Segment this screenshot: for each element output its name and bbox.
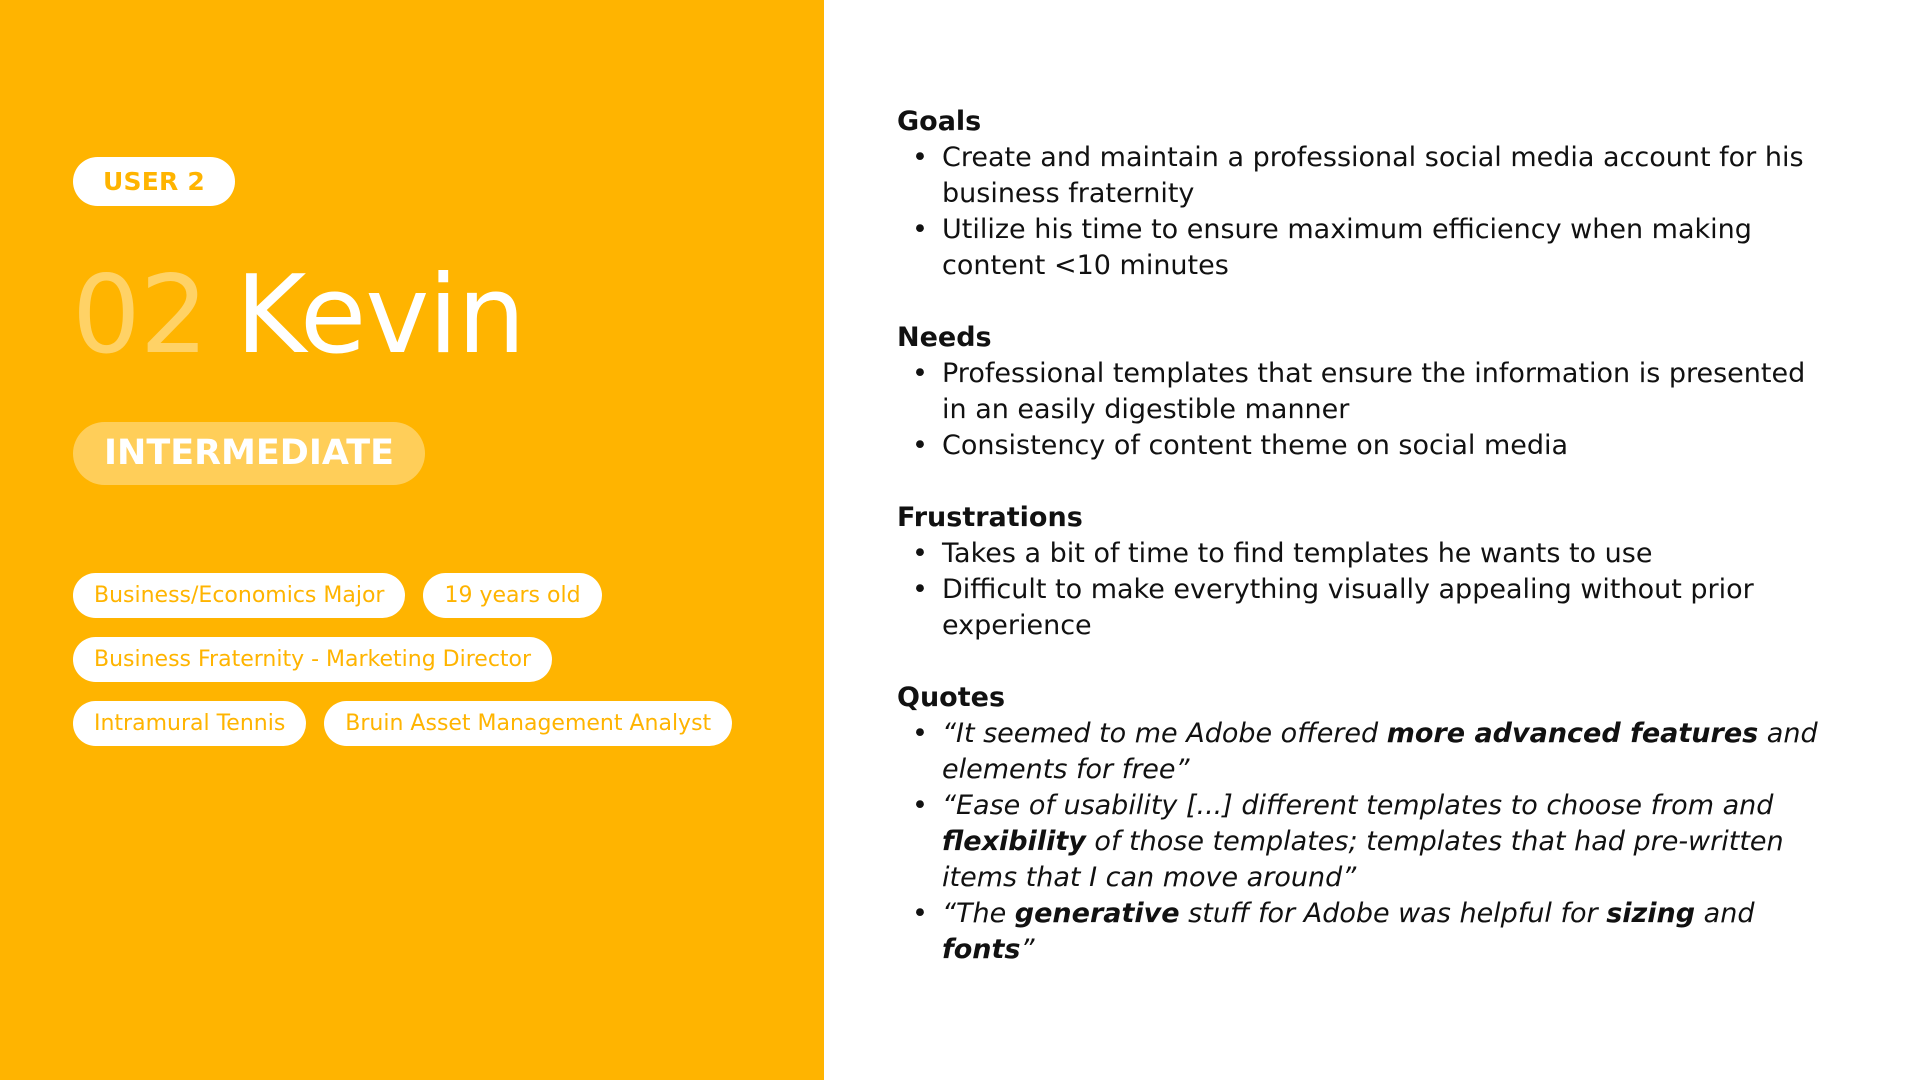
persona-number: 02 xyxy=(72,253,208,378)
section-title: Frustrations xyxy=(897,502,1083,533)
quote-segment: and xyxy=(1695,898,1755,929)
tag-major: Business/Economics Major xyxy=(73,573,405,618)
quote-segment: stuff for Adobe was helpful for xyxy=(1179,898,1607,929)
list-item-text: Create and maintain a professional social media account for his business fraternity xyxy=(942,142,1804,209)
list-item xyxy=(897,356,1837,428)
section-title: Goals xyxy=(897,106,982,137)
quote-segment: “Ease of usability [...] different templates to choose from and xyxy=(942,790,1774,821)
list-item-text: Takes a bit of time to find templates he wants to use xyxy=(942,538,1653,569)
needs-section xyxy=(897,320,1837,464)
list-item xyxy=(897,572,1837,644)
section-title: Needs xyxy=(897,322,992,353)
experience-level-badge: INTERMEDIATE xyxy=(73,422,425,485)
list-item-text: Professional templates that ensure the information is presented in an easily digestible manner xyxy=(942,358,1806,425)
bullet-icon: • xyxy=(912,898,928,929)
user-label-badge: USER 2 xyxy=(73,157,235,206)
persona-details xyxy=(897,104,1837,1004)
section-title: Quotes xyxy=(897,682,1006,713)
quote-item xyxy=(897,788,1837,896)
bullet-icon: • xyxy=(912,790,928,821)
list-item-text: Difficult to make everything visually appealing without prior experience xyxy=(942,574,1754,641)
list-item xyxy=(897,536,1837,572)
frustrations-list xyxy=(897,536,1837,644)
bullet-icon: • xyxy=(912,718,928,749)
list-item-text: Consistency of content theme on social media xyxy=(942,430,1569,461)
quote-text xyxy=(942,790,1784,893)
tag-row xyxy=(73,573,602,618)
bullet-icon: • xyxy=(912,142,928,173)
bullet-icon: • xyxy=(912,574,928,605)
list-item xyxy=(897,140,1837,212)
bullet-icon: • xyxy=(912,358,928,389)
quote-segment: of those templates; templates that had pre-written items that I can move around” xyxy=(942,826,1784,893)
quotes-section xyxy=(897,680,1837,968)
bullet-icon: • xyxy=(912,214,928,245)
quotes-list xyxy=(897,716,1837,968)
quote-text xyxy=(942,898,1754,965)
quote-emphasis: generative xyxy=(1014,898,1180,929)
quote-emphasis: more advanced features xyxy=(1386,718,1759,749)
tag-fraternity-role: Business Fraternity - Marketing Director xyxy=(73,637,552,682)
quote-emphasis: fonts xyxy=(942,934,1021,965)
tag-age: 19 years old xyxy=(423,573,601,618)
list-item xyxy=(897,212,1837,284)
quote-emphasis: sizing xyxy=(1606,898,1696,929)
list-item-text: Utilize his time to ensure maximum efficiency when making content <10 minutes xyxy=(942,214,1752,281)
quote-item xyxy=(897,716,1837,788)
quote-emphasis: flexibility xyxy=(942,826,1086,857)
tag-row xyxy=(73,701,732,746)
list-item xyxy=(897,428,1837,464)
quote-segment: “The xyxy=(942,898,1015,929)
quote-segment: and elements for free” xyxy=(942,718,1818,785)
tag-sport: Intramural Tennis xyxy=(73,701,306,746)
quote-item xyxy=(897,896,1837,968)
persona-panel xyxy=(0,0,824,1080)
persona-heading xyxy=(72,246,525,386)
persona-name: Kevin xyxy=(235,253,525,378)
frustrations-section xyxy=(897,500,1837,644)
needs-list xyxy=(897,356,1837,464)
bullet-icon: • xyxy=(912,430,928,461)
tag-row xyxy=(73,637,552,682)
quote-segment: ” xyxy=(1020,934,1035,965)
goals-list xyxy=(897,140,1837,284)
quote-text xyxy=(942,718,1818,785)
bullet-icon: • xyxy=(912,538,928,569)
tag-club-role: Bruin Asset Management Analyst xyxy=(324,701,732,746)
quote-segment: “It seemed to me Adobe offered xyxy=(942,718,1387,749)
goals-section xyxy=(897,104,1837,284)
